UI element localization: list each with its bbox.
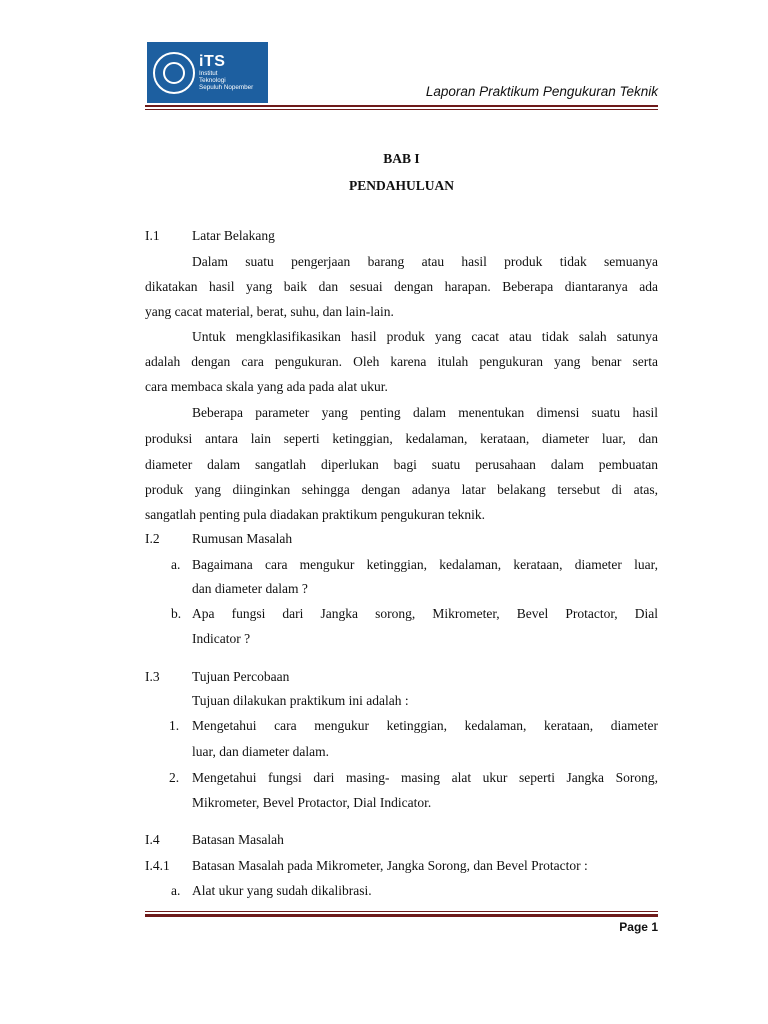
paragraph-line: Beberapa parameter yang penting dalam menentukan dimensi suatu hasil <box>192 405 658 420</box>
list-item-line: Apa fungsi dari Jangka sorong, Mikrometer, Bevel Protactor, Dial <box>192 606 658 621</box>
logo-text <box>199 54 253 91</box>
paragraph-line: adalah dengan cara pengukuran. Oleh karena itulah pengukuran yang benar serta <box>145 354 658 369</box>
header-rule-thick <box>145 105 658 107</box>
logo-line-2: Teknologi <box>199 77 226 84</box>
chapter-title: PENDAHULUAN <box>348 178 454 193</box>
list-marker: a. <box>171 557 181 572</box>
paragraph-line: yang cacat material, berat, suhu, dan lain-lain. <box>145 304 394 319</box>
section-number: I.2 <box>145 531 160 546</box>
logo-name: iTS <box>199 53 226 70</box>
logo-line-1: Institut <box>199 70 218 77</box>
section-number: I.3 <box>145 669 160 684</box>
paragraph-line: diameter dalam sangatlah diperlukan bagi suatu perusahaan dalam pembuatan <box>145 457 658 472</box>
list-item-line: Mengetahui cara mengukur ketinggian, kedalaman, kerataan, diameter <box>192 718 658 733</box>
list-item-line: dan diameter dalam ? <box>192 581 308 596</box>
subsection-title: Batasan Masalah pada Mikrometer, Jangka Sorong, dan Bevel Protactor : <box>192 858 588 873</box>
list-marker: 2. <box>169 770 180 785</box>
footer-rule-thick <box>145 914 658 917</box>
section-number: I.1 <box>145 228 160 243</box>
list-item-line: Bagaimana cara mengukur ketinggian, kedalaman, kerataan, diameter luar, <box>192 557 658 572</box>
header-title: Laporan Praktikum Pengukuran Teknik <box>425 84 658 99</box>
paragraph-line: Untuk mengklasifikasikan hasil produk yang cacat atau tidak salah satunya <box>192 329 658 344</box>
list-item-line: Mikrometer, Bevel Protactor, Dial Indicator. <box>192 795 432 810</box>
page-number: Page 1 <box>619 920 658 934</box>
list-marker: b. <box>171 606 182 621</box>
section-title: Rumusan Masalah <box>192 531 293 546</box>
paragraph-line: produksi antara lain seperti ketinggian, kedalaman, kerataan, diameter luar, dan <box>145 431 658 446</box>
list-item-line: luar, dan diameter dalam. <box>192 744 330 759</box>
section-title: Batasan Masalah <box>192 832 284 847</box>
list-item-line: Alat ukur yang sudah dikalibrasi. <box>192 883 372 898</box>
header-rule-thin <box>145 109 658 110</box>
list-marker: a. <box>171 883 181 898</box>
list-item-line: Mengetahui fungsi dari masing- masing alat ukur seperti Jangka Sorong, <box>192 770 658 785</box>
its-logo <box>147 42 268 103</box>
paragraph-line: sangatlah penting pula diadakan praktikum pengukuran teknik. <box>145 507 486 522</box>
list-item-line: Indicator ? <box>192 631 251 646</box>
subsection-number: I.4.1 <box>145 858 170 873</box>
section-intro: Tujuan dilakukan praktikum ini adalah : <box>192 693 409 708</box>
section-title: Latar Belakang <box>192 228 275 243</box>
footer-rule-thin <box>145 911 658 912</box>
logo-line-3: Sepuluh Nopember <box>199 84 254 91</box>
its-seal-icon <box>153 52 195 94</box>
list-marker: 1. <box>169 718 180 733</box>
chapter-number: BAB I <box>383 151 420 166</box>
paragraph-line: cara membaca skala yang ada pada alat ukur. <box>145 379 388 394</box>
paragraph-line: Dalam suatu pengerjaan barang atau hasil produk tidak semuanya <box>192 254 658 269</box>
paragraph-line: produk yang diinginkan sehingga dengan adanya latar belakang tersebut di atas, <box>145 482 658 497</box>
section-title: Tujuan Percobaan <box>192 669 290 684</box>
paragraph-line: dikatakan hasil yang baik dan sesuai dengan harapan. Beberapa diantaranya ada <box>145 279 658 294</box>
section-number: I.4 <box>145 832 160 847</box>
